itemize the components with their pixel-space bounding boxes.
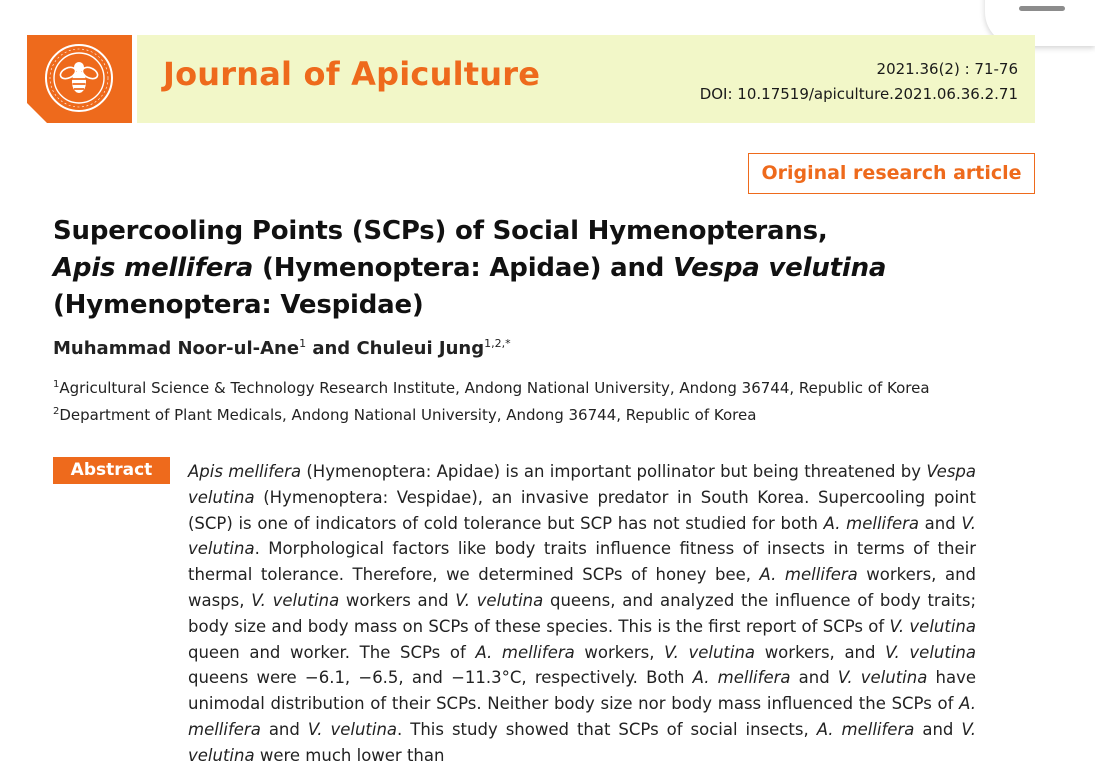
article-title — [53, 213, 1013, 324]
abstract-italic: A. mellifera — [759, 565, 858, 585]
issue-volume: 2021.36(2) : 71-76 — [876, 60, 1018, 78]
abstract-italic: A. mellifera — [823, 513, 919, 533]
affiliation-text: Agricultural Science & Technology Research Institute, Andong National University, Andong 36744, Republic of Korea — [59, 379, 930, 397]
abstract-italic: V. velutina — [889, 616, 977, 636]
title-line-3: (Hymenoptera: Vespidae) — [53, 290, 424, 320]
abstract-italic: Apis mellifera — [188, 462, 302, 481]
abstract-italic: A. mellifera — [188, 694, 976, 739]
abstract-run: . This study showed that SCPs of social insects, — [397, 719, 817, 739]
abstract-italic: V. velutina — [307, 719, 398, 739]
abstract-italic: V. velutina — [188, 513, 977, 559]
journal-header — [137, 35, 1035, 123]
author-affil-sup: 1 — [299, 337, 307, 350]
affiliation-item — [53, 373, 930, 400]
abstract-italic: V. velutina — [885, 642, 977, 662]
abstract-run: and — [914, 719, 962, 739]
abstract-italic: V. velutina — [251, 590, 340, 610]
affiliation-item — [53, 400, 930, 427]
title-species-apis: Apis mellifera — [53, 253, 254, 283]
author-affil-sup: 1,2,* — [484, 337, 511, 350]
author-conj: and — [306, 338, 357, 359]
abstract-italic: V. velutina — [664, 642, 756, 662]
abstract-run: queens, and analyzed the influence of body traits; body size and body mass on SCPs of these species. This is the first report of SCPs of — [188, 590, 977, 636]
abstract-run: . Morphological factors like body traits influence fitness of insects in terms of their thermal tolerance. Therefore, we determined SCPs of honey bee, — [188, 539, 976, 585]
author-name[interactable]: Muhammad Noor-ul-Ane — [53, 338, 300, 359]
abstract-run: workers, and — [755, 642, 886, 662]
grip-bar-icon — [1019, 6, 1065, 11]
author-name[interactable]: Chuleui Jung — [356, 338, 485, 359]
abstract-italic: V. velutina — [837, 668, 928, 688]
abstract-label: Abstract — [53, 457, 170, 484]
affiliation-sup: 2 — [53, 406, 60, 417]
abstract-run: and — [790, 668, 838, 688]
bee-seal-icon — [43, 42, 115, 114]
abstract-italic: V. velutina — [455, 590, 544, 610]
abstract-run: (Hymenoptera: Vespidae), an invasive predator in South Korea. Supercooling point (SCP) is one of indicators of cold tolerance but SCP has not studied for both — [188, 487, 976, 533]
abstract-run: workers, — [574, 642, 665, 662]
affiliation-sup: 1 — [53, 379, 60, 390]
abstract-run: have unimodal distribution of their SCPs. Neither body size nor body mass influenced the SCPs of — [188, 668, 976, 714]
abstract-run: and — [260, 719, 308, 739]
abstract-italic: Vespa velutina — [188, 462, 976, 507]
abstract-italic: V. velutina — [188, 719, 976, 765]
abstract-run: workers and — [339, 590, 456, 610]
abstract-italic: A. mellifera — [475, 642, 575, 662]
abstract-run: and — [919, 513, 962, 533]
abstract-run: workers, and wasps, — [188, 565, 977, 610]
article-type-badge: Original research article — [748, 153, 1035, 194]
abstract-text — [188, 459, 976, 769]
author-list — [53, 337, 511, 359]
abstract-italic: A. mellifera — [816, 719, 915, 739]
issue-info — [700, 57, 1018, 107]
abstract-run: queen and worker. The SCPs of — [188, 642, 476, 662]
title-line-1: Supercooling Points (SCPs) of Social Hymenopterans, — [53, 216, 828, 246]
abstract-italic: A. mellifera — [692, 668, 791, 688]
doi-link[interactable]: DOI: 10.17519/apiculture.2021.06.36.2.71 — [699, 85, 1018, 103]
abstract-run: were much lower than — [254, 745, 445, 765]
journal-logo — [27, 35, 132, 123]
abstract-run: queens were −6.1, −6.5, and −11.3°C, respectively. Both — [188, 668, 693, 688]
journal-title[interactable]: Journal of Apiculture — [163, 55, 541, 93]
abstract-run: (Hymenoptera: Apidae) is an important pollinator but being threatened by — [301, 462, 927, 481]
affiliation-text: Department of Plant Medicals, Andong National University, Andong 36744, Republic of Korea — [59, 406, 757, 424]
affiliation-list — [53, 373, 930, 427]
title-species-vespa: Vespa velutina — [673, 253, 887, 283]
title-line-2-text: (Hymenoptera: Apidae) and — [253, 253, 674, 283]
